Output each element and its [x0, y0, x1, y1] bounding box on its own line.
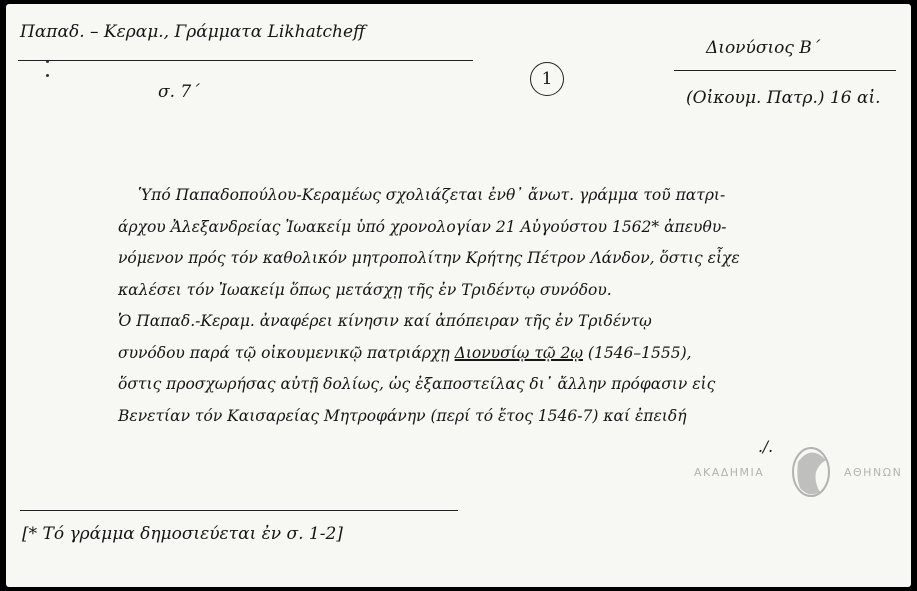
athena-head-icon [786, 442, 836, 504]
header-left-title: Παπαδ. – Κεραμ., Γράμματα Likhatcheff [20, 22, 366, 42]
card-number-circle [530, 62, 564, 96]
body-line: Ὑπό Παπαδοπούλου-Κεραμέως σχολιάζεται ἐνθ᾽ ἄνωτ. γράμμα τοῦ πατρι- [138, 186, 726, 204]
body-line: άρχου Ἀλεξανδρείας Ἰωακείμ ὑπό χρονολογίαν 21 Αὐγούστου 1562* ἀπευθυ- [118, 217, 727, 236]
body-line [118, 338, 911, 370]
card-number: 1 [541, 69, 553, 89]
header-right-name: Διονύσιος Β΄ [706, 38, 821, 58]
header-rule-left [18, 60, 473, 61]
body-line-tail: (1546–1555), [587, 343, 692, 362]
page-reference: σ. 7΄ [158, 82, 200, 102]
index-card [6, 4, 911, 587]
body-line: Ὁ Παπαδ.-Κεραμ. ἀναφέρει κίνησιν καί ἀπόπειραν τῆς ἐν Τριδέντῳ [118, 312, 652, 330]
underlined-name: Διονυσίῳ τῷ 2ῳ [454, 343, 583, 362]
stamp-text-right: ΑΘΗΝΩΝ [844, 466, 903, 479]
stamp-text-left: ΑΚΑΔΗΜΙΑ [694, 466, 765, 479]
body-line: ὅστις προσχωρήσας αὐτῇ δολίως, ὡς ἐξαποστείλας δι᾽ ἄλλην πρόφασιν εἰς [118, 375, 716, 393]
continuation-mark: ./. [758, 438, 774, 456]
body-line: Βενετίαν τόν Καισαρείας Μητροφάνην (περί τό ἔτος 1546-7) καί ἐπειδή [118, 406, 687, 425]
academy-stamp [694, 442, 911, 512]
footnote: [* Τό γράμμα δημοσιεύεται ἐν σ. 1-2] [22, 524, 343, 544]
body-line-start: συνόδου παρά τῷ οἰκουμενικῷ πατριάρχῃ [118, 343, 450, 362]
source-reference: (Οἰκουμ. Πατρ.) 16 αἰ. [686, 88, 881, 108]
card-body-text [118, 180, 911, 464]
body-line: καλέσει τόν Ἰωακείμ ὅπως μετάσχῃ τῆς ἐν Τριδέντῳ συνόδου. [118, 280, 612, 299]
header-rule-right [674, 70, 896, 71]
body-line: νόμενον πρός τόν καθολικόν μητροπολίτην Κρήτης Πέτρον Λάνδον, ὅστις εἶχε [118, 249, 740, 267]
punch-mark [46, 74, 49, 77]
footnote-rule [20, 510, 458, 511]
